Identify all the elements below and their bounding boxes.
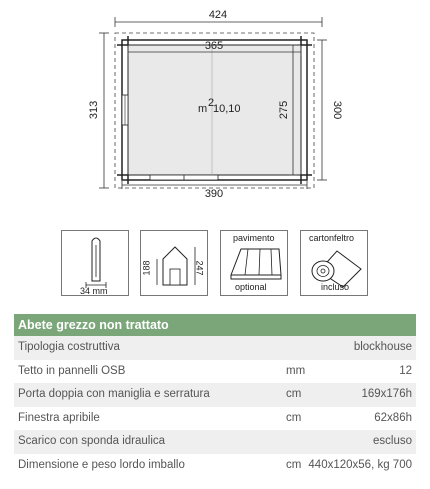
dim-right-inner-label: 275 [278,100,290,120]
spec-rows [14,336,416,477]
spec-header: Abete grezzo non trattato [14,314,416,336]
row-unit: mm [286,364,306,377]
dim-top-label: 424 [208,9,228,21]
floor-box [220,230,288,296]
area-unit: m [198,103,208,115]
table-row [14,383,416,407]
row-value: 62x86h [374,411,412,424]
house-height-high: 247 [194,260,205,276]
row-value: 169x176h [361,388,412,400]
row-label: Tipologia costruttiva [18,341,120,353]
row-value: 12 [399,364,412,377]
house-height-low: 188 [141,260,152,276]
floor-subtitle: optional [235,282,267,292]
table-row [14,430,416,454]
floor-plan [0,0,430,215]
row-value: escluso [373,435,412,447]
dim-inner-top-label: 365 [204,40,224,52]
felt-title: cartonfeltro [309,233,355,243]
table-row [14,360,416,384]
floor-title: pavimento [233,233,275,243]
felt-subtitle: incluso [321,282,350,292]
wall-thickness-box [61,230,129,296]
dim-bottom-label: 390 [204,188,224,200]
area-exponent: 2 [208,97,215,109]
row-label: Scarico con sponda idraulica [18,435,166,447]
wall-thickness-label: 34 mm [80,286,108,296]
row-unit: cm [286,458,302,471]
dim-left-label: 313 [88,100,100,120]
height-box [140,230,208,296]
feature-icons [0,226,430,306]
row-label: Tetto in pannelli OSB [18,364,126,377]
row-label: Finestra apribile [18,411,100,424]
row-label: Porta doppia con maniglia e serratura [18,388,210,400]
spec-table [14,314,416,477]
table-row [14,336,416,360]
dim-right-outer-label: 300 [331,100,343,120]
area-value: 10,10 [213,103,241,115]
row-value: blockhouse [353,341,412,353]
row-label: Dimensione e peso lordo imballo [18,458,185,471]
row-value: 440x120x56, kg 700 [308,458,412,471]
row-unit: cm [286,388,302,400]
table-row [14,407,416,431]
felt-box [300,230,368,296]
table-row [14,454,416,478]
row-unit: cm [286,411,302,424]
